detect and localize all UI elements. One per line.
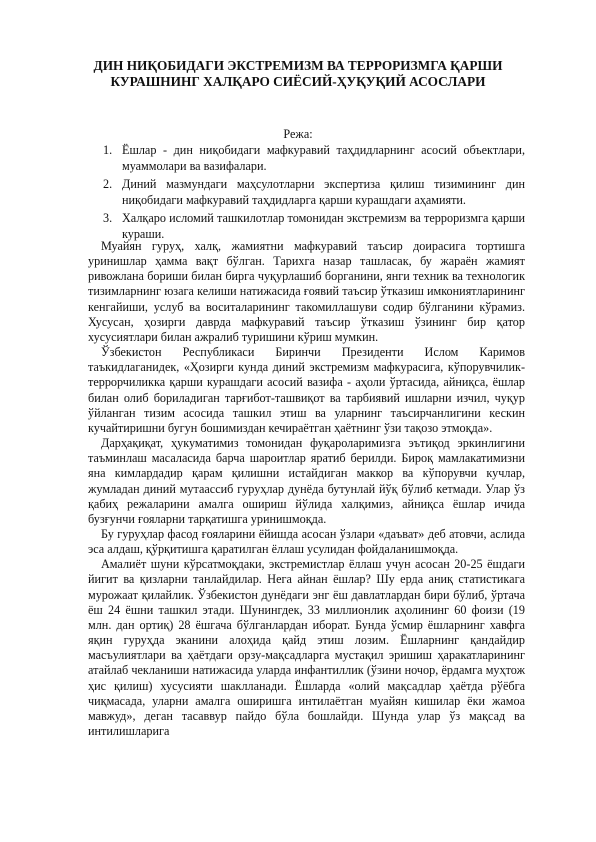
paragraph: Ўзбекистон Республикаси Биринчи Президенти Ислом Каримов таъкидлаганидек, «Ҳозирги кунда диний экстремизм мафкурасига, кўпорувчилик-террорчиликка қарши курашдаги асосий вазифа - аҳоли ўртасида, айниқса, ёшлар билан олиб бориладиган тарғибот-ташвиқот ва тарбиявий ишларни изчил, чуқур ўйланган тизим асосида ташкил этиш ва уларнинг таъсирчанлигини кескин кучайтиришни бугун бошимиздан кечираётган ҳаётнинг ўзи тақозо этмоқда». bbox=[88, 345, 525, 435]
plan-heading: Режа: bbox=[283, 127, 313, 141]
paragraph: Муайян гуруҳ, халқ, жамиятни мафкуравий таъсир доирасига тортишга уринишлар ҳамма вақт бўлган. Тарихга назар ташласак, бу жараён жамият ривожлана бориши билан бирга чуқурлашиб борганини, янги техник ва технологик тизимларнинг юзага келиши натижасида ғоявий таъсир ўтказиш имкониятларининг кенгайиши, услуб ва воситаларининг такомиллашуви содир бўлганини кўрамиз. Хусусан, ҳозирги даврда мафкуравий таъсир ўтказиш ўзининг бир қатор хусусиятлари билан ажралиб туришини кўриш мумкин. bbox=[88, 239, 525, 344]
body-text bbox=[88, 239, 525, 739]
plan-item-number: 2. bbox=[103, 177, 113, 192]
plan-item-number: 3. bbox=[103, 211, 113, 226]
plan-list bbox=[103, 143, 525, 245]
paragraph: Дарҳақиқат, ҳукуматимиз томонидан фуқароларимизга эътиқод эркинлигини таъминлаш масаласида барча шароитлар яратиб берилди. Бироқ мамлакатимизни яна кимлардадир қарам қилишни истайдиган маккор ва кўпорувчи кучлар, жумладан диний мутаассиб гуруҳлар дунёда бутунлай йўқ бўлиб кетмади. Улар ўз қабиҳ режаларини амалга ошириш йўлида халқимиз, айниқса ёшлар ичида бузғунчи ғояларни тарқатишга уринишмоқда. bbox=[88, 436, 525, 526]
plan-item bbox=[103, 143, 525, 175]
plan-item-number: 1. bbox=[103, 143, 113, 157]
paragraph: Бу гуруҳлар фасод ғояларини ёйишда асосан ўзлари «даъват» деб атовчи, аслида эса алдаш, қўрқитишга қаратилган ёллаш усулидан фойдаланишмоқда. bbox=[88, 526, 525, 557]
paragraph: Амалиёт шуни кўрсатмоқдаки, экстремистлар ёллаш учун асосан 20-25 ёшдаги йигит ва қизларни танлайдилар. Нега айнан ёшлар? Шу ерда аниқ статистикага мурожаат қилайлик. Ўзбекистон дунёдаги энг ёш давлатлардан бири бўлиб, ўртача ёш 24 ёшни ташкил этади. Шунингдек, 33 миллионлик аҳолининг 60 фоизи (19 млн. дан ортиқ) 28 ёшгача бўлганлардан иборат. Бунда ўсмир ёшларнинг хавфга яқин гуруҳда эканини алоҳида қайд этиш лозим. Ёшларнинг қандайдир масъулиятлари ва ҳаётдаги орзу-мақсадларга мустақил эришиш ҳаракатларининг атайлаб чекланиши натижасида уларда инфантиллик (ўзини ночор, ёрдамга муҳтож ҳис қилиш) хусусияти шаклланади. Ёшларда «олий мақсадлар ҳаётда рўёбга чиқмасада, уларни амалга оширишга интилаётган муайян кишилар ёки жамоа мавжуд», деган тасаввур пайдо бўла бошлайди. Шунда улар ўз мақсад ва интилишларига bbox=[88, 557, 525, 738]
plan-item-text: Ёшлар - дин ниқобидаги мафкуравий таҳдидларнинг асосий объектлари, муаммолари ва вазифалари. bbox=[122, 143, 525, 173]
plan-item-text: Халқаро исломий ташкилотлар томонидан экстремизм ва терроризмга қарши кураши. bbox=[122, 211, 525, 241]
plan-item bbox=[103, 177, 525, 209]
plan-item-text: Диний мазмундаги маҳсулотларни экспертиза қилиш тизимининг дин ниқобидаги мафкуравий таҳдидларга қарши курашдаги аҳамияти. bbox=[122, 177, 525, 207]
document-title: ДИН НИҚОБИДАГИ ЭКСТРЕМИЗМ ВА ТЕРРОРИЗМГА ҚАРШИ КУРАШНИНГ ХАЛҚАРО СИЁСИЙ-ҲУҚУҚИЙ АСОСЛАРИ bbox=[93, 58, 503, 89]
